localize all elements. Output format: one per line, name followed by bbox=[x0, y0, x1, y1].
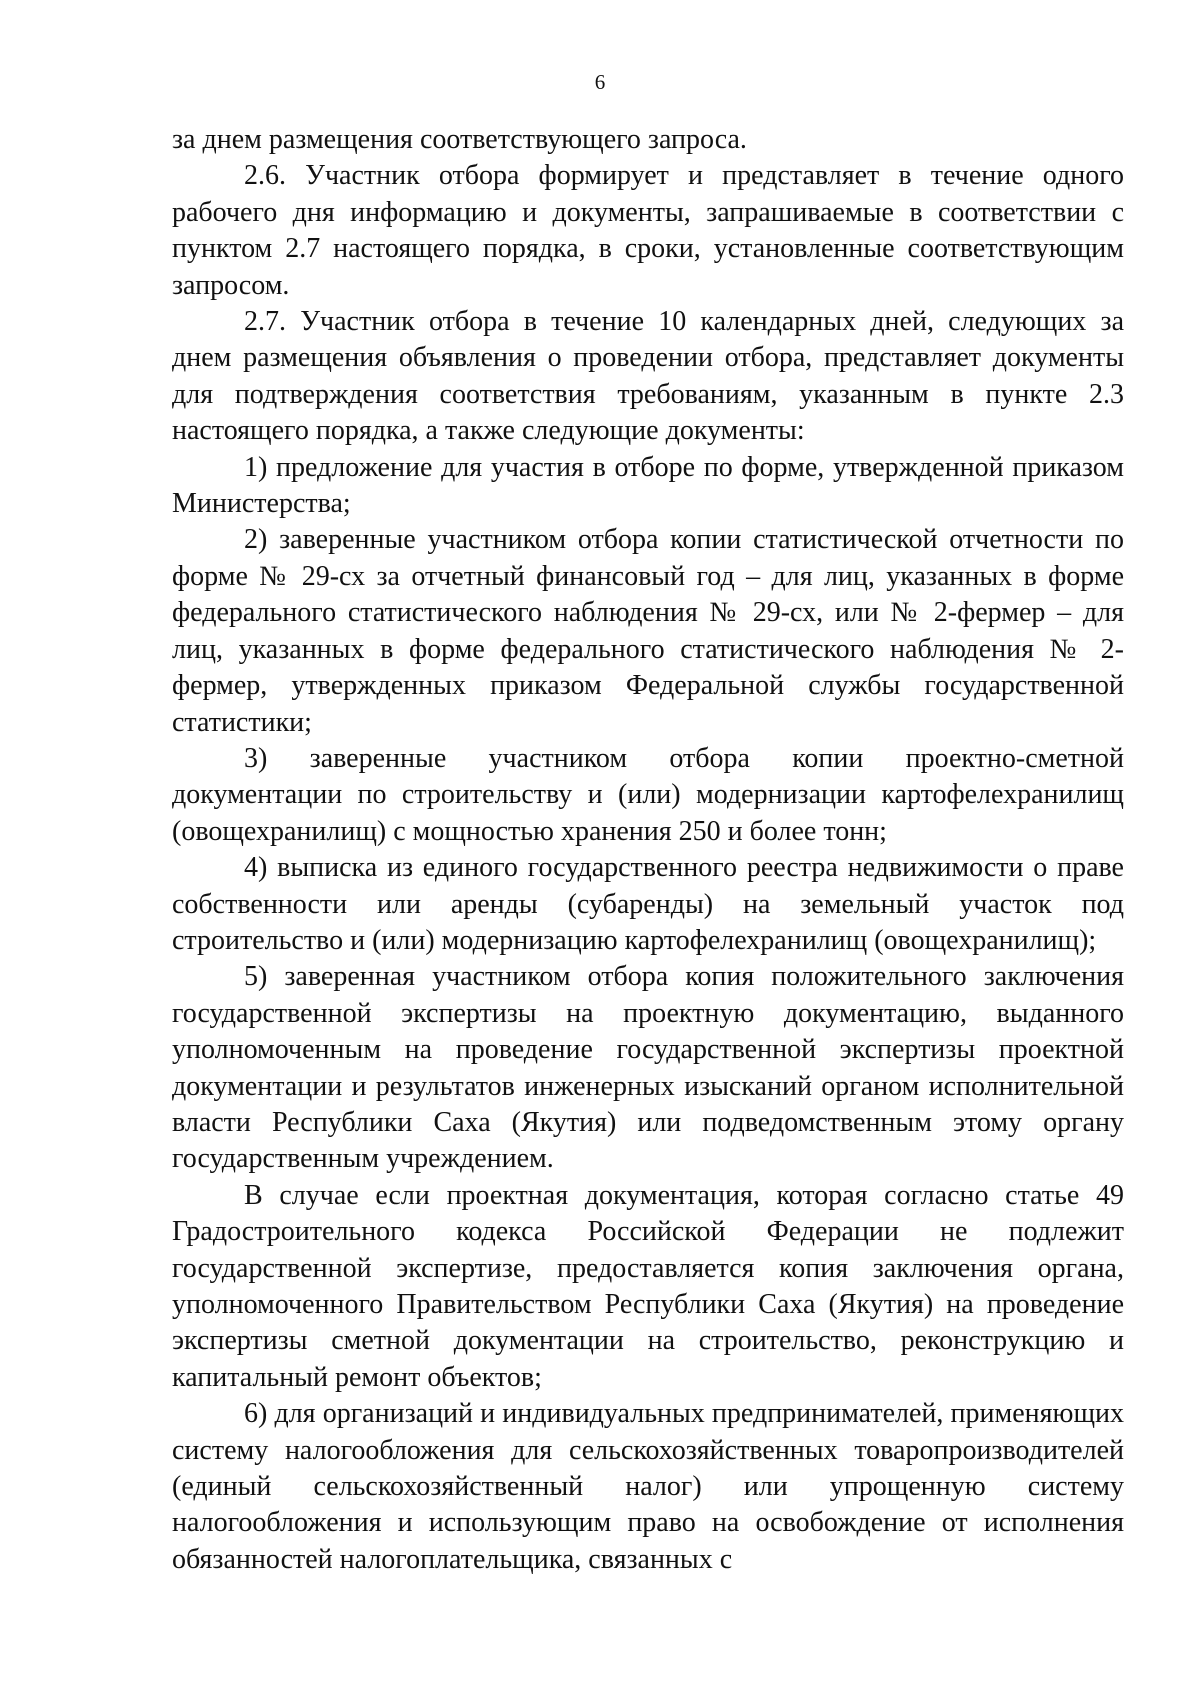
list-item-6: 6) для организаций и индивидуальных предпринимателей, применяющих систему налогообложения для сельскохозяйственных товаропроизводителей (единый сельскохозяйственный налог) или упрощенную систему налогообложения и использующим право на освобождение от исполнения обязанностей налогоплательщика, связанных с bbox=[172, 1398, 1124, 1575]
document-body bbox=[172, 122, 1124, 1578]
list-item-5: 5) заверенная участником отбора копия положительного заключения государственной экспертизы на проектную документацию, выданного уполномоченным на проведение государственной экспертизы проектной документации и результатов инженерных изысканий органом исполнительной власти Республики Саха (Якутия) или подведомственным этому органу государственным учреждением. bbox=[172, 961, 1124, 1175]
list-item-3: 3) заверенные участником отбора копии проектно-сметной документации по строительству и (или) модернизации картофелехранилищ (овощехранилищ) с мощностью хранения 250 и более тонн; bbox=[172, 742, 1124, 847]
paragraph-expertise-exception: В случае если проектная документация, которая согласно статье 49 Градостроительного кодекса Российской Федерации не подлежит государственной экспертизе, предоставляется копия заключения органа, уполномоченного Правительством Республики Саха (Якутия) на проведение экспертизы сметной документации на строительство, реконструкцию и капитальный ремонт объектов; bbox=[172, 1179, 1124, 1393]
list-item-4: 4) выписка из единого государственного реестра недвижимости о праве собственности или аренды (субаренды) на земельный участок под строительство и (или) модернизацию картофелехранилищ (овощехранилищ); bbox=[172, 852, 1124, 956]
paragraph-continuation: за днем размещения соответствующего запроса. bbox=[172, 124, 747, 155]
list-item-1: 1) предложение для участия в отборе по форме, утвержденной приказом Министерства; bbox=[172, 451, 1124, 520]
page-number: 6 bbox=[594, 70, 606, 94]
list-item-2: 2) заверенные участником отбора копии статистической отчетности по форме № 29-сх за отчетный финансовый год – для лиц, указанных в форме федерального статистического наблюдения № 29-сх, или № 2-фермер – для лиц, указанных в форме федерального статистического наблюдения № 2-фермер, утвержденных приказом Федеральной службы государственной статистики; bbox=[172, 524, 1124, 738]
paragraph-2-7: 2.7. Участник отбора в течение 10 календарных дней, следующих за днем размещения объявления о проведении отбора, представляет документы для подтверждения соответствия требованиям, указанным в пункте 2.3 настоящего порядка, а также следующие документы: bbox=[172, 306, 1124, 447]
paragraph-2-6: 2.6. Участник отбора формирует и представляет в течение одного рабочего дня информацию и документы, запрашиваемые в соответствии с пунктом 2.7 настоящего порядка, в сроки, установленные соответствующим запросом. bbox=[172, 160, 1124, 301]
